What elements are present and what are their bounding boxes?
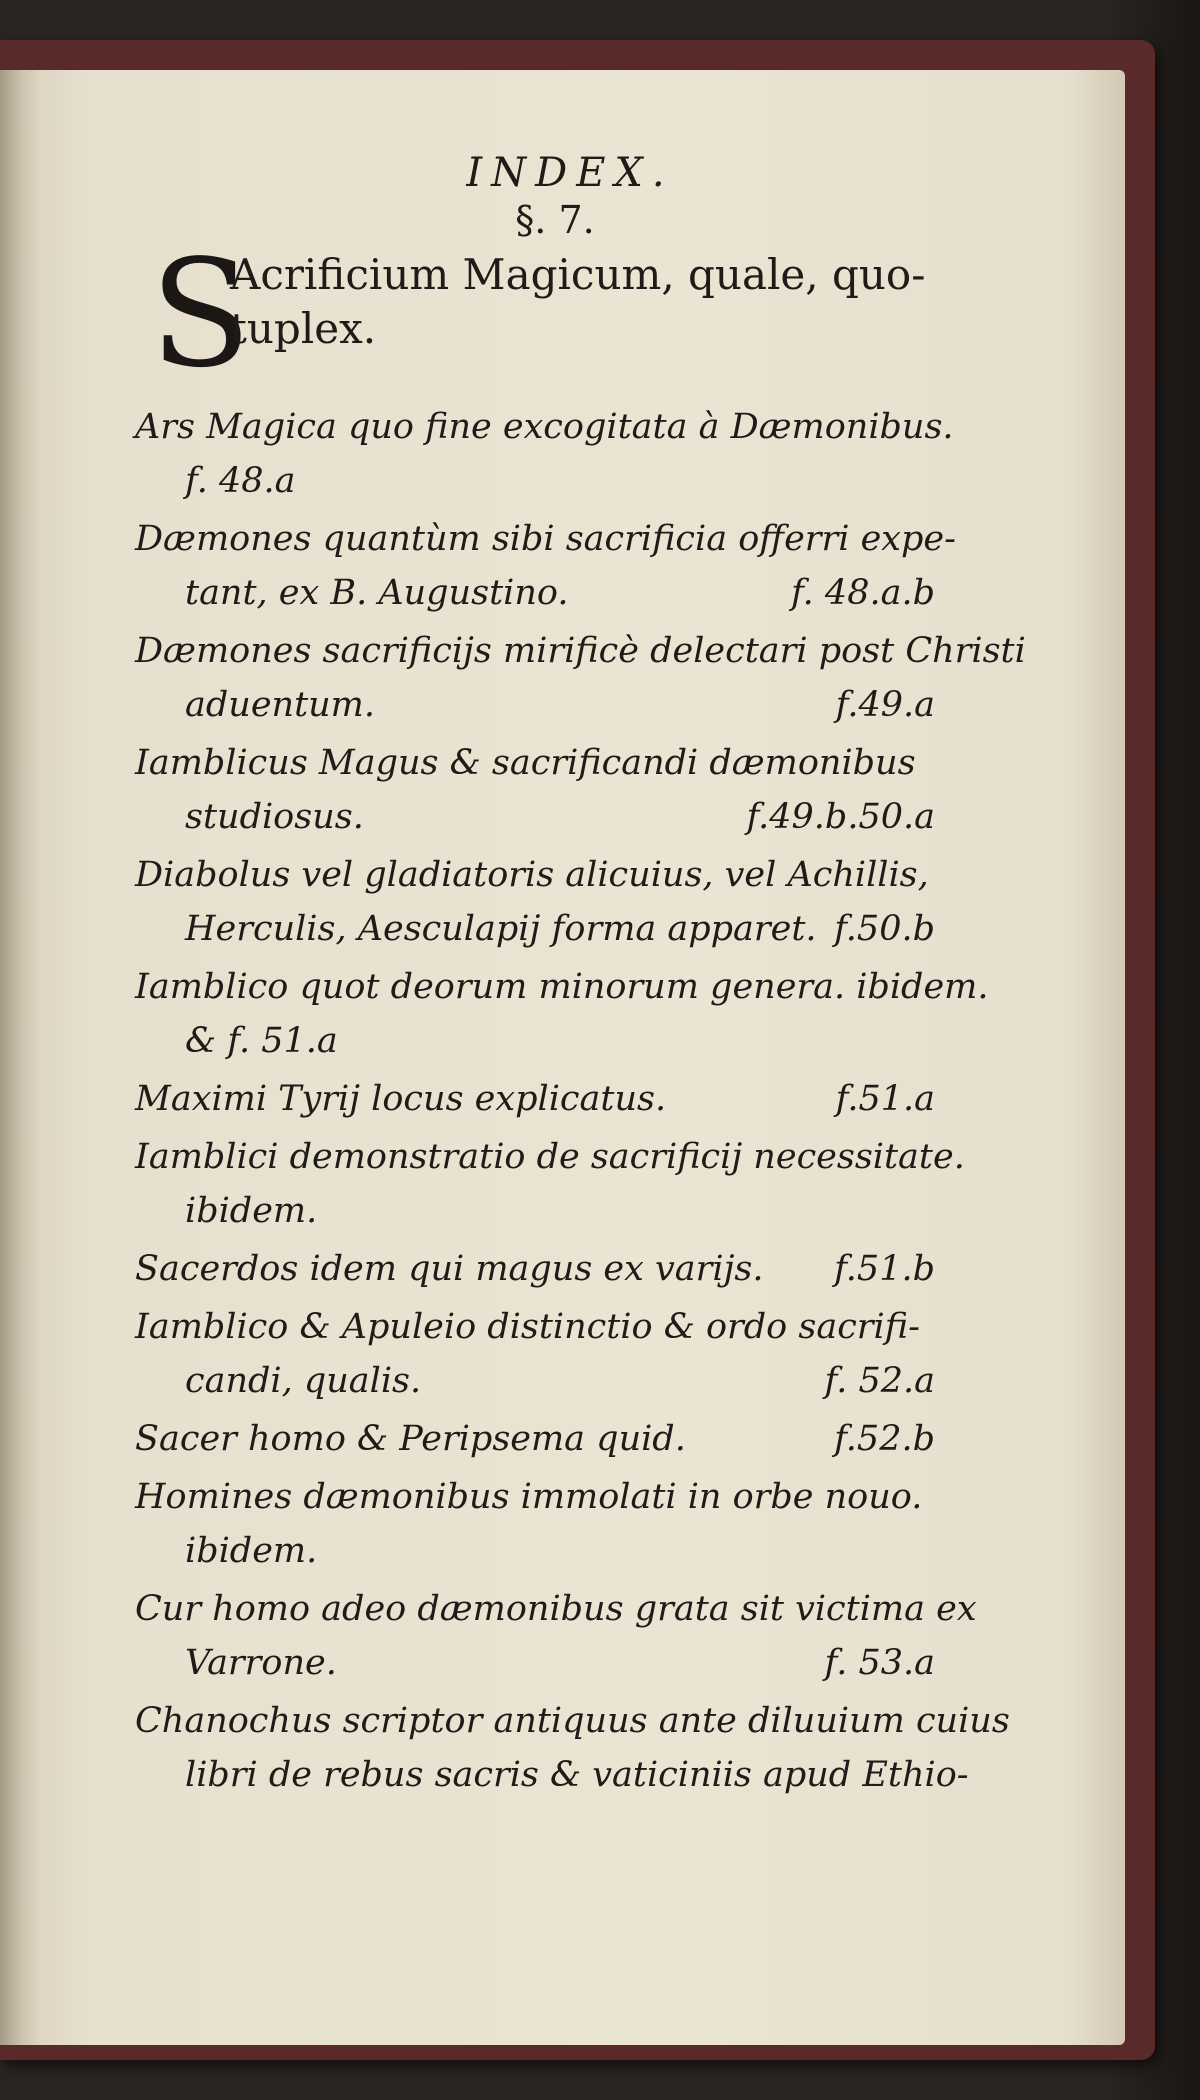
index-entry: [135, 1694, 1010, 1802]
entry-continuation: libri de rebus sacris & vaticiniis apud Ethio-: [185, 1755, 969, 1795]
entry-text: Iamblico quot deorum minorum genera. ibidem.: [135, 967, 989, 1007]
index-entry: [135, 960, 989, 1068]
folio-reference: f.52.b: [834, 1419, 935, 1459]
folio-reference: f.49.a: [835, 685, 935, 725]
entry-continuation: ibidem.: [185, 1191, 318, 1231]
index-entry: [135, 400, 954, 508]
folio-reference: f.51.b: [834, 1249, 935, 1289]
entry-text: Chanochus scriptor antiquus ante diluuium cuius: [135, 1701, 1010, 1741]
entry-text: Sacer homo & Peripsema quid.: [135, 1419, 686, 1459]
index-text-block: [135, 150, 1026, 1806]
entry-continuation: candi, qualis.: [185, 1361, 422, 1401]
lead-line-2: tuplex.: [230, 304, 377, 353]
entry-continuation: studiosus.: [185, 797, 364, 837]
entry-continuation: & f. 51.a: [185, 1021, 338, 1061]
index-entry: [135, 1470, 935, 1578]
index-entry: [135, 1072, 935, 1126]
index-entry: [135, 1300, 935, 1408]
index-entry: [135, 624, 1026, 732]
entry-continuation: Herculis, Aesculapij forma apparet.: [185, 909, 817, 949]
entry-text: Sacerdos idem qui magus ex varijs.: [135, 1249, 764, 1289]
entry-text: Dæmones quantùm sibi sacrificia offerri expe-: [135, 519, 956, 559]
entry-text: Diabolus vel gladiatoris alicuius, vel Achillis,: [135, 855, 929, 895]
entry-text: Iamblico & Apuleio distinctio & ordo sacrifi-: [135, 1307, 920, 1347]
folio-reference: f.51.a: [835, 1079, 935, 1119]
entry-continuation: ibidem.: [185, 1531, 318, 1571]
index-entry: [135, 736, 935, 844]
entry-continuation: aduentum.: [185, 685, 375, 725]
entry-continuation: Varrone.: [185, 1643, 337, 1683]
entry-text: Ars Magica quo fine excogitata à Dæmonibus.: [135, 407, 954, 447]
entry-text: Cur homo adeo dæmonibus grata sit victima ex: [135, 1589, 977, 1629]
folio-reference: f. 52.a: [824, 1361, 935, 1401]
running-head: INDEX.: [466, 150, 674, 196]
entry-text: Iamblicus Magus & sacrificandi dæmonibus: [135, 743, 916, 783]
drop-cap: S: [150, 228, 252, 400]
index-entry: [135, 1242, 935, 1296]
index-entry: [135, 512, 956, 620]
entry-continuation: tant, ex B. Augustino.: [185, 573, 569, 613]
page-gutter: [0, 70, 40, 2045]
entry-text: Maximi Tyrij locus explicatus.: [135, 1079, 667, 1119]
entry-text: Iamblici demonstratio de sacrificij necessitate.: [135, 1137, 965, 1177]
entry-text: Homines dæmonibus immolati in orbe nouo.: [135, 1477, 923, 1517]
section-number: §. 7.: [515, 198, 595, 242]
entry-text: Dæmones sacrificijs mirificè delectari post Christi: [135, 631, 1026, 671]
entry-continuation: f. 48.a: [185, 461, 296, 501]
lead-line-1: Acrificium Magicum, quale, quo-: [230, 250, 926, 299]
folio-reference: f. 53.a: [824, 1643, 935, 1683]
index-entry: [135, 848, 935, 956]
index-entries: [135, 400, 1026, 1802]
index-entry: [135, 1412, 935, 1466]
lead-entry: [135, 228, 935, 400]
folio-reference: f.50.b: [834, 909, 935, 949]
index-entry: [135, 1582, 977, 1690]
folio-reference: f. 48.a.b: [790, 573, 935, 613]
folio-reference: f.49.b.50.a: [746, 797, 935, 837]
index-entry: [135, 1130, 965, 1238]
